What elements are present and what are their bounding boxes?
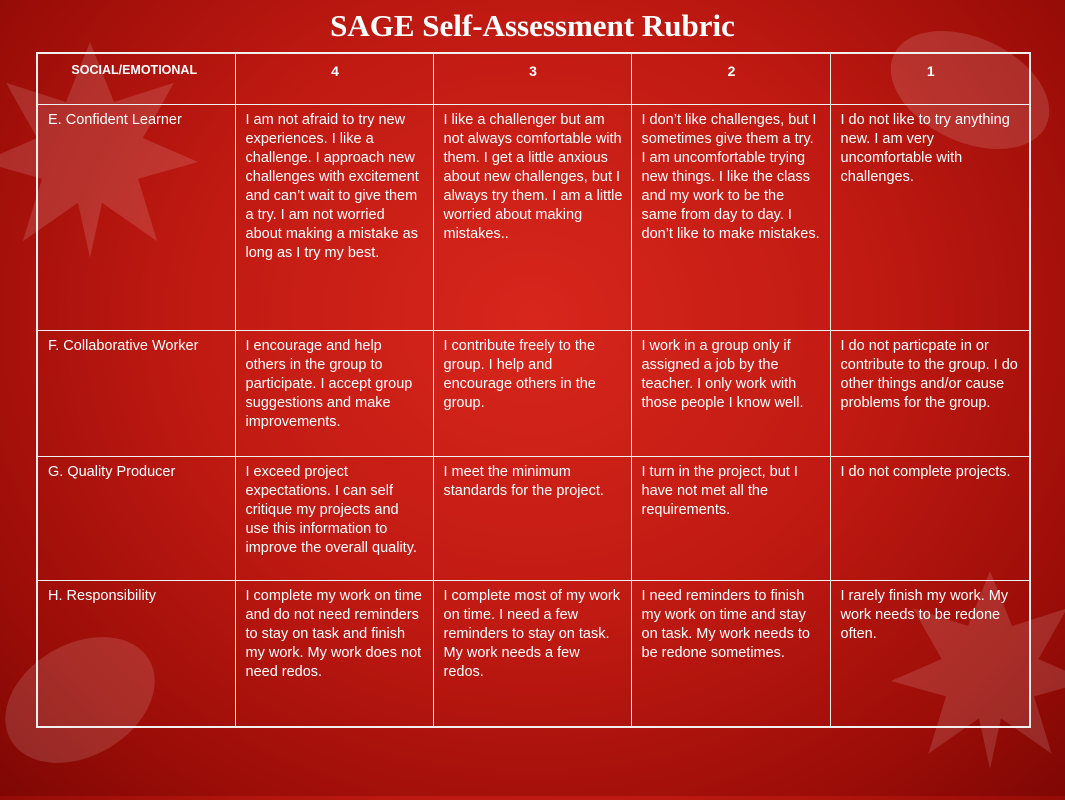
rubric-cell: I complete my work on time and do not need reminders to stay on task and finish my work. My work does not need redos.: [235, 581, 433, 727]
rubric-table: [36, 52, 1031, 728]
criterion-label: F. Collaborative Worker: [37, 331, 235, 457]
table-row: [37, 105, 1030, 331]
level-header-4: 4: [235, 53, 433, 105]
rubric-cell: I complete most of my work on time. I need a few reminders to stay on task. My work needs a few redos.: [433, 581, 631, 727]
table-header-row: [37, 53, 1030, 105]
rubric-cell: I do not complete projects.: [830, 457, 1030, 581]
rubric-cell: I contribute freely to the group. I help and encourage others in the group.: [433, 331, 631, 457]
table-row: [37, 457, 1030, 581]
criterion-label: H. Responsibility: [37, 581, 235, 727]
category-header: SOCIAL/EMOTIONAL: [37, 53, 235, 105]
criterion-label: E. Confident Learner: [37, 105, 235, 331]
level-header-1: 1: [830, 53, 1030, 105]
table-row: [37, 581, 1030, 727]
rubric-cell: I like a challenger but am not always comfortable with them. I get a little anxious about new challenges, but I always try them. I am a little worried about making mistakes..: [433, 105, 631, 331]
level-header-3: 3: [433, 53, 631, 105]
rubric-cell: I rarely finish my work. My work needs to be redone often.: [830, 581, 1030, 727]
rubric-cell: I need reminders to finish my work on time and stay on task. My work needs to be redone sometimes.: [631, 581, 830, 727]
rubric-cell: I exceed project expectations. I can self critique my projects and use this information to improve the overall quality.: [235, 457, 433, 581]
rubric-cell: I do not like to try anything new. I am very uncomfortable with challenges.: [830, 105, 1030, 331]
rubric-cell: I work in a group only if assigned a job by the teacher. I only work with those people I know well.: [631, 331, 830, 457]
rubric-cell: I am not afraid to try new experiences. I like a challenge. I approach new challenges with excitement and can’t wait to give them a try. I am not worried about making a mistake as long as I try my best.: [235, 105, 433, 331]
rubric-cell: I encourage and help others in the group to participate. I accept group suggestions and make improvements.: [235, 331, 433, 457]
rubric-cell: I do not particpate in or contribute to the group. I do other things and/or cause problems for the group.: [830, 331, 1030, 457]
table-row: [37, 331, 1030, 457]
level-header-2: 2: [631, 53, 830, 105]
rubric-cell: I turn in the project, but I have not met all the requirements.: [631, 457, 830, 581]
criterion-label: G. Quality Producer: [37, 457, 235, 581]
rubric-cell: I don’t like challenges, but I sometimes give them a try. I am uncomfortable trying new things. I like the class and my work to be the same from day to day. I don’t like to make mistakes.: [631, 105, 830, 331]
page-title: SAGE Self-Assessment Rubric: [330, 8, 735, 43]
rubric-cell: I meet the minimum standards for the project.: [433, 457, 631, 581]
